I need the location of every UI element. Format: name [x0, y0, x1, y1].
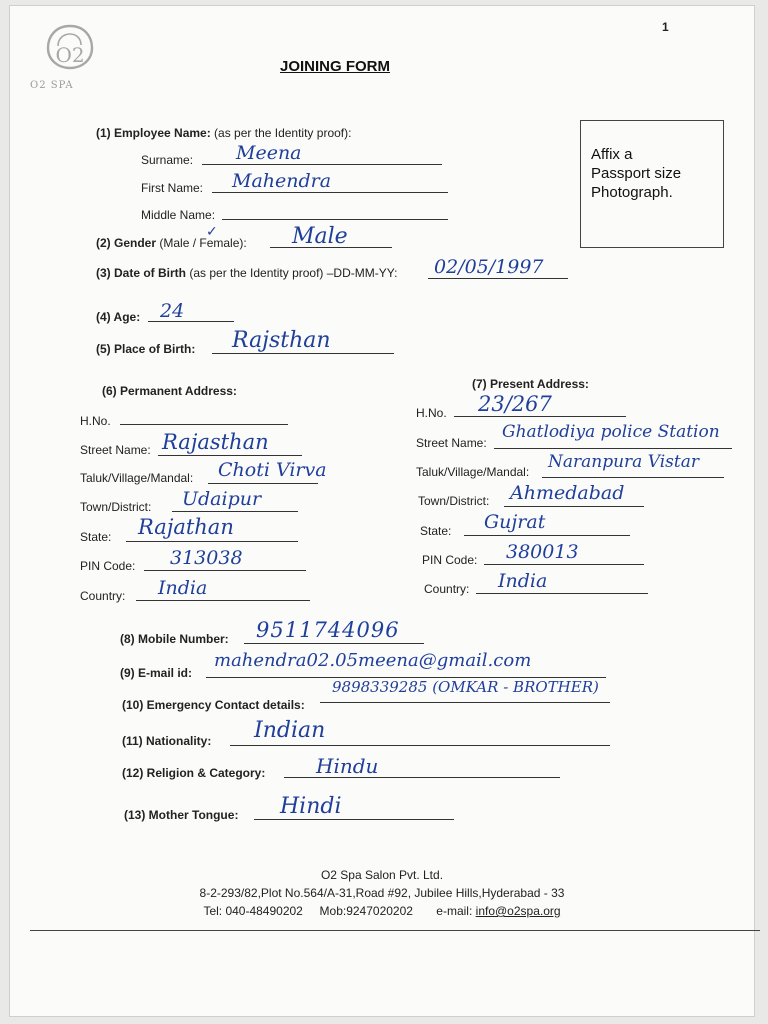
- age-value[interactable]: 24: [160, 300, 185, 322]
- perm-country-label: Country:: [80, 589, 126, 603]
- perm-hno-label: H.No.: [80, 414, 111, 428]
- perm-taluk-line: [208, 483, 318, 484]
- first-name-label: First Name:: [141, 181, 204, 195]
- perm-state-label: State:: [80, 530, 112, 544]
- dob-label: (3) Date of Birth (as per the Identity proof) –DD-MM-YY:: [96, 266, 398, 280]
- perm-street-line: [158, 455, 302, 456]
- footer-email-label: e-mail:: [436, 904, 473, 918]
- logo-mark: O2: [55, 43, 85, 67]
- checkmark-icon: ✓: [206, 224, 218, 240]
- gender-value[interactable]: Male: [292, 224, 348, 249]
- mother-tongue-value[interactable]: Hindi: [280, 794, 342, 819]
- pres-street-line: [494, 448, 732, 449]
- perm-pin-value[interactable]: 313038: [170, 547, 243, 569]
- place-of-birth-line: [212, 353, 394, 354]
- nationality-value[interactable]: Indian: [254, 718, 326, 743]
- middle-name-label: Middle Name:: [141, 208, 216, 222]
- perm-town-label: Town/District:: [80, 500, 152, 514]
- perm-pin-label: PIN Code:: [80, 559, 136, 573]
- pres-country-value[interactable]: India: [498, 570, 548, 592]
- pres-state-value[interactable]: Gujrat: [484, 511, 546, 533]
- pres-street-label: Street Name:: [416, 436, 487, 450]
- perm-state-value[interactable]: Rajathan: [138, 515, 234, 539]
- emergency-contact-line: [320, 702, 610, 703]
- pres-state-label: State:: [420, 524, 452, 538]
- footer-mob: Mob:9247020202: [319, 904, 413, 918]
- mobile-value[interactable]: 9511744096: [256, 618, 400, 642]
- pres-town-line: [504, 506, 644, 507]
- perm-town-line: [172, 511, 298, 512]
- place-of-birth-value[interactable]: Rajsthan: [232, 328, 331, 353]
- employee-name-label: (1) Employee Name: (as per the Identity proof):: [96, 126, 352, 140]
- email-value[interactable]: mahendra02.05meena@gmail.com: [214, 650, 532, 671]
- company-footer: [10, 866, 754, 920]
- surname-line: [202, 164, 442, 165]
- page-number: 1: [662, 20, 669, 34]
- pres-pin-label: PIN Code:: [422, 553, 478, 567]
- joining-form-sheet: [10, 6, 754, 1016]
- surname-value[interactable]: Meena: [236, 142, 302, 164]
- pres-taluk-value[interactable]: Naranpura Vistar: [548, 452, 699, 472]
- footer-contact-row: [10, 902, 754, 920]
- mother-tongue-line: [254, 819, 454, 820]
- photo-box-line: Passport size: [591, 165, 682, 182]
- pres-hno-line: [454, 416, 626, 417]
- dob-line: [428, 278, 568, 279]
- perm-taluk-label: Taluk/Village/Mandal:: [80, 471, 194, 485]
- perm-state-line: [126, 541, 298, 542]
- perm-pin-line: [144, 570, 306, 571]
- pres-state-line: [464, 535, 630, 536]
- perm-taluk-value[interactable]: Choti Virva: [218, 459, 327, 481]
- place-of-birth-label: (5) Place of Birth:: [96, 342, 196, 356]
- footer-tel: Tel: 040-48490202: [203, 904, 303, 918]
- pres-hno-value[interactable]: 23/267: [478, 392, 552, 416]
- pres-taluk-line: [542, 477, 724, 478]
- logo-text: O2 SPA: [30, 80, 74, 91]
- gender-label: (2) Gender (Male / Female):: [96, 236, 247, 250]
- permanent-address-label: (6) Permanent Address:: [102, 384, 237, 398]
- pres-town-value[interactable]: Ahmedabad: [510, 482, 625, 504]
- nationality-label: (11) Nationality:: [122, 734, 212, 748]
- religion-value[interactable]: Hindu: [316, 754, 379, 778]
- form-title: JOINING FORM: [280, 58, 391, 75]
- mobile-line: [244, 643, 424, 644]
- pres-hno-label: H.No.: [416, 406, 447, 420]
- pres-taluk-label: Taluk/Village/Mandal:: [416, 465, 530, 479]
- bottom-divider: [30, 930, 760, 931]
- first-name-value[interactable]: Mahendra: [232, 170, 332, 192]
- photo-box-line: Photograph.: [591, 184, 673, 201]
- perm-town-value[interactable]: Udaipur: [182, 488, 262, 510]
- perm-hno-line: [120, 424, 288, 425]
- pres-pin-line: [484, 564, 644, 565]
- email-label: (9) E-mail id:: [120, 666, 193, 680]
- mother-tongue-label: (13) Mother Tongue:: [124, 808, 239, 822]
- perm-street-value[interactable]: Rajasthan: [162, 430, 269, 454]
- age-label: (4) Age:: [96, 310, 141, 324]
- religion-label: (12) Religion & Category:: [122, 766, 266, 780]
- first-name-line: [212, 192, 448, 193]
- pres-street-value[interactable]: Ghatlodiya police Station: [502, 422, 720, 442]
- emergency-contact-value[interactable]: 9898339285 (OMKAR - BROTHER): [332, 678, 599, 696]
- mobile-label: (8) Mobile Number:: [120, 632, 229, 646]
- present-address-label: (7) Present Address:: [472, 377, 589, 391]
- perm-country-line: [136, 600, 310, 601]
- surname-label: Surname:: [141, 153, 194, 167]
- footer-company-name: O2 Spa Salon Pvt. Ltd.: [320, 868, 444, 882]
- perm-country-value[interactable]: India: [158, 577, 208, 599]
- middle-name-line: [222, 219, 448, 220]
- pres-pin-value[interactable]: 380013: [506, 541, 579, 563]
- footer-email-link[interactable]: info@o2spa.org: [475, 904, 561, 918]
- perm-street-label: Street Name:: [80, 443, 151, 457]
- pres-town-label: Town/District:: [418, 494, 490, 508]
- photo-box-line: Affix a: [591, 146, 633, 163]
- dob-value[interactable]: 02/05/1997: [434, 256, 544, 278]
- pres-country-label: Country:: [424, 582, 470, 596]
- pres-country-line: [476, 593, 648, 594]
- emergency-contact-label: (10) Emergency Contact details:: [122, 698, 305, 712]
- nationality-line: [230, 745, 610, 746]
- passport-photo-box: [580, 120, 724, 248]
- footer-address: 8-2-293/82,Plot No.564/A-31,Road #92, Jubilee Hills,Hyderabad - 33: [199, 886, 565, 900]
